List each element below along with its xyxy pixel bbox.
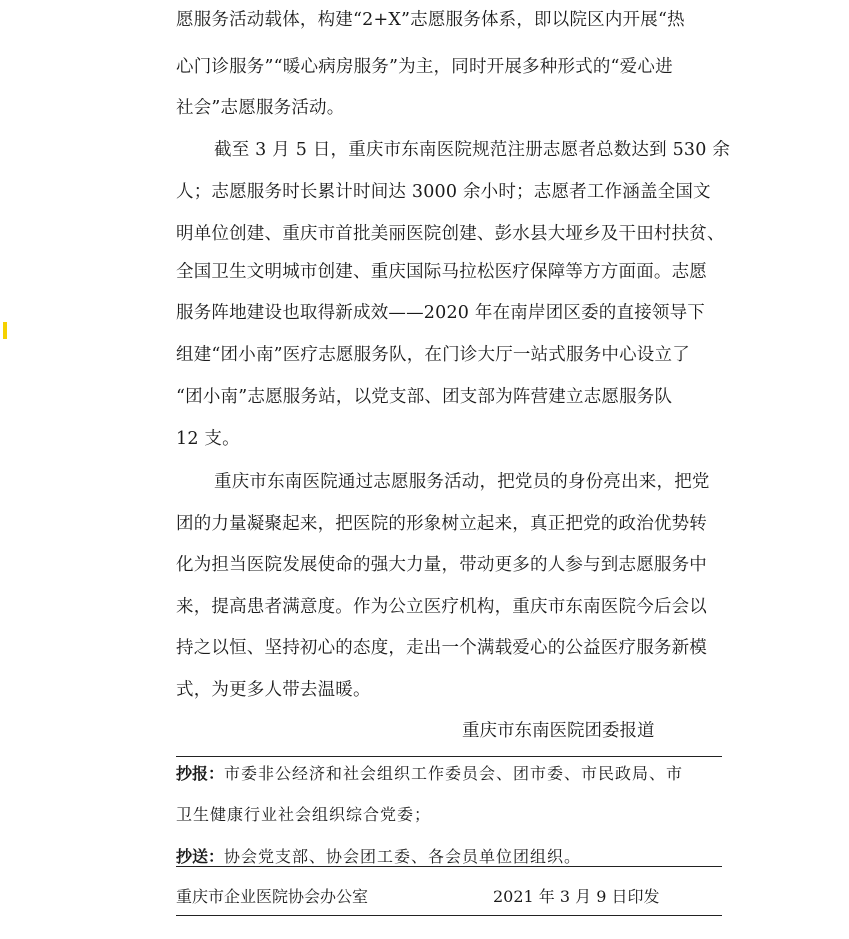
body-line-4: 截至 3 月 5 日，重庆市东南医院规范注册志愿者总数达到 530 余 <box>214 140 731 160</box>
body-line-11: 12 支。 <box>176 429 240 449</box>
report-line-1 <box>176 764 683 784</box>
body-line-9: 组建“团小南”医疗志愿服务队，在门诊大厅一站式服务中心设立了 <box>176 345 690 365</box>
signature: 重庆市东南医院团委报道 <box>462 721 655 741</box>
send-label: 抄送： <box>176 847 225 866</box>
body-line-14: 化为担当医院发展使命的强大力量，带动更多的人参与到志愿服务中 <box>176 555 707 575</box>
body-line-13: 团的力量凝聚起来，把医院的形象树立起来，真正把党的政治优势转 <box>176 514 707 534</box>
body-line-15: 来，提高患者满意度。作为公立医疗机构，重庆市东南医院今后会以 <box>176 597 707 617</box>
body-line-1: 愿服务活动载体，构建“2+X”志愿服务体系，即以院区内开展“热 <box>176 10 685 30</box>
body-line-2: 心门诊服务”“暖心病房服务”为主，同时开展多种形式的“爱心进 <box>176 57 673 77</box>
body-line-10: “团小南”志愿服务站，以党支部、团支部为阵营建立志愿服务队 <box>176 387 673 407</box>
body-line-16: 持之以恒、坚持初心的态度，走出一个满载爱心的公益医疗服务新模 <box>176 638 707 658</box>
report-recipients-1: 市委非公经济和社会组织工作委员会、团市委、市民政局、市 <box>224 764 684 783</box>
report-label: 抄报： <box>176 764 225 783</box>
body-line-3: 社会”志愿服务活动。 <box>176 98 345 118</box>
body-line-7: 全国卫生文明城市创建、重庆国际马拉松医疗保障等方方面面。志愿 <box>176 262 707 282</box>
body-line-8: 服务阵地建设也取得新成效——2020 年在南岸团区委的直接领导下 <box>176 303 705 323</box>
bottom-rule <box>176 915 722 916</box>
body-line-17: 式，为更多人带去温暖。 <box>176 680 371 700</box>
body-line-5: 人；志愿服务时长累计时间达 3000 余小时；志愿者工作涵盖全国文 <box>176 182 711 202</box>
send-line <box>176 847 581 867</box>
body-line-6: 明单位创建、重庆市首批美丽医院创建、彭水县大垭乡及干田村扶贫、 <box>176 224 725 244</box>
send-recipients: 协会党支部、协会团工委、各会员单位团组织。 <box>224 847 582 866</box>
footer-org: 重庆市企业医院协会办公室 <box>176 887 369 906</box>
top-rule <box>176 756 722 757</box>
report-line-2: 卫生健康行业社会组织综合党委； <box>176 805 432 824</box>
body-line-12: 重庆市东南医院通过志愿服务活动，把党员的身份亮出来，把党 <box>214 472 710 492</box>
footer-date: 2021 年 3 月 9 日印发 <box>493 887 660 906</box>
highlight-marker <box>3 322 7 339</box>
middle-rule <box>176 866 722 867</box>
